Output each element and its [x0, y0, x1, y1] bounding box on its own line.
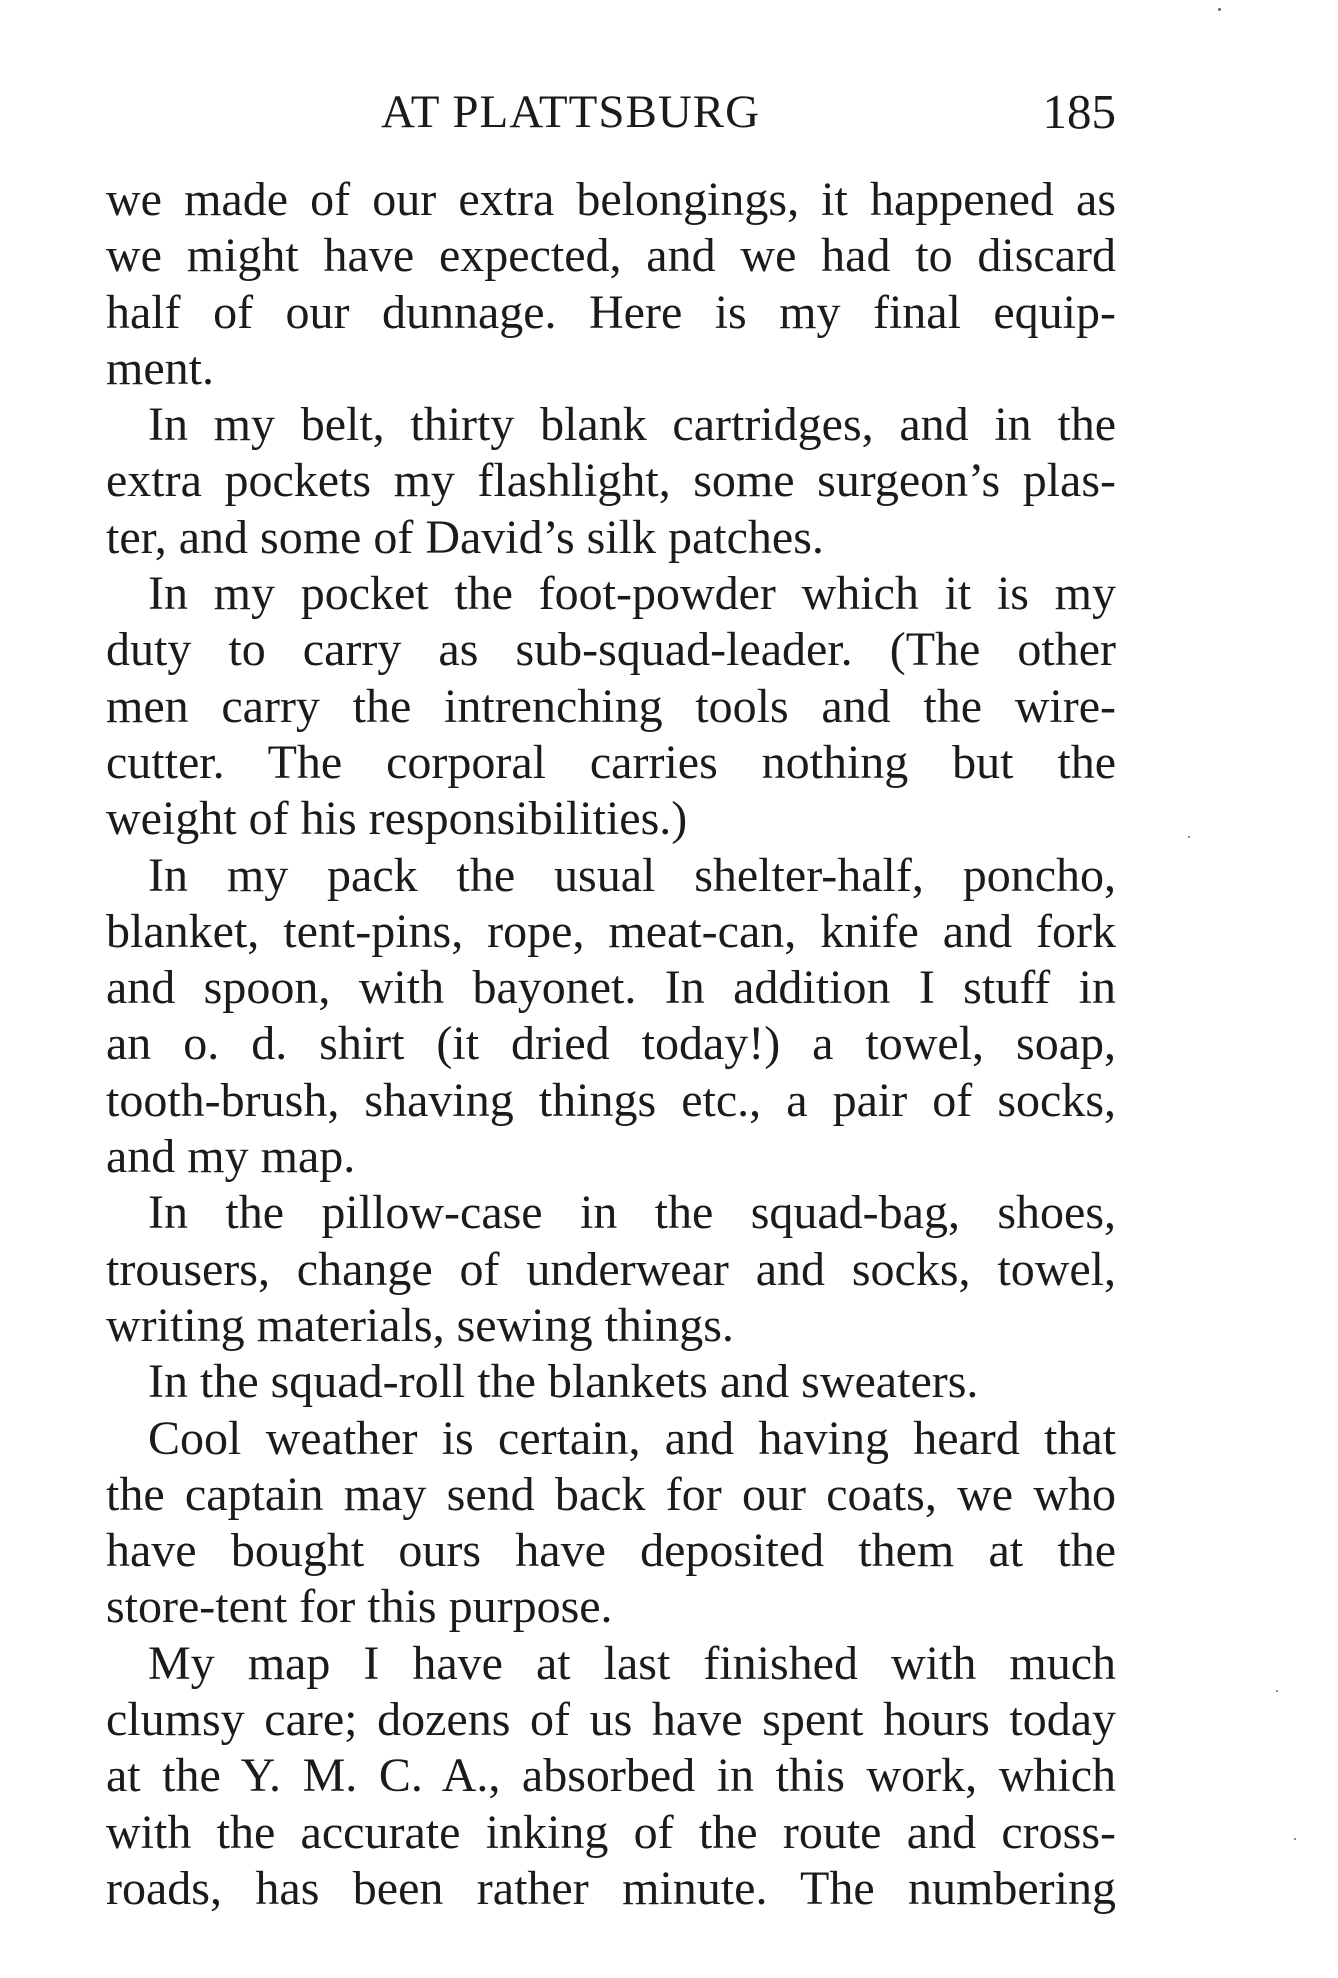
text-line: we made of our extra belongings, it happened as — [106, 173, 1116, 226]
text-line: My map I have at last finished with much — [148, 1636, 1116, 1690]
paragraph-pack — [106, 848, 1116, 1186]
text-line: Cool weather is certain, and having heard that — [148, 1411, 1116, 1465]
text-line: roads, has been rather minute. The numbering — [106, 1861, 1116, 1915]
text-line: store-tent for this purpose. — [106, 1580, 613, 1634]
text-line: In my belt, thirty blank cartridges, and in the — [148, 398, 1116, 452]
text-line: duty to carry as sub-squad-leader. (The other — [106, 623, 1116, 677]
scan-speck — [1188, 836, 1190, 838]
text-line: In the squad-roll the blankets and sweaters. — [148, 1355, 979, 1409]
text-line: cutter. The corporal carries nothing but the — [106, 735, 1116, 789]
paragraph-map — [106, 1636, 1116, 1917]
text-line: trousers, change of underwear and socks, towel, — [106, 1242, 1116, 1296]
text-line: an o. d. shirt (it dried today!) a towel, soap, — [106, 1017, 1116, 1071]
text-line: In my pack the usual shelter-half, poncho, — [148, 848, 1116, 902]
scan-speck — [1218, 8, 1221, 11]
paragraph-cool-weather — [106, 1411, 1116, 1636]
paragraph-dunnage — [106, 172, 1116, 397]
text-line: with the accurate inking of the route and cross- — [106, 1805, 1116, 1859]
page-number: 185 — [1042, 84, 1116, 139]
text-line: and spoon, with bayonet. In addition I stuff in — [106, 961, 1116, 1015]
text-line: half of our dunnage. Here is my final equip- — [106, 285, 1116, 339]
text-line: In my pocket the foot-powder which it is my — [148, 567, 1116, 621]
text-line: at the Y. M. C. A., absorbed in this work, which — [106, 1749, 1116, 1803]
paragraph-squad-roll — [106, 1354, 1116, 1410]
running-head: AT PLATTSBURG — [381, 86, 761, 138]
text-line: the captain may send back for our coats, we who — [106, 1467, 1116, 1521]
text-line: have bought ours have deposited them at the — [106, 1524, 1116, 1578]
scan-speck — [1276, 1690, 1278, 1692]
text-line: weight of his responsibilities.) — [106, 792, 688, 846]
text-line: blanket, tent-pins, rope, meat-can, knife and fork — [106, 904, 1116, 958]
page-header — [106, 82, 1116, 142]
text-line: In the pillow-case in the squad-bag, shoes, — [148, 1186, 1116, 1240]
body-text — [106, 172, 1116, 1917]
text-line: ter, and some of David’s silk patches. — [106, 510, 824, 564]
paragraph-pillow-case — [106, 1185, 1116, 1354]
text-line: men carry the intrenching tools and the wire- — [106, 679, 1116, 733]
text-line: writing materials, sewing things. — [106, 1298, 734, 1352]
text-line: extra pockets my flashlight, some surgeon’s plas- — [106, 454, 1116, 508]
paragraph-pocket — [106, 566, 1116, 847]
text-line: tooth-brush, shaving things etc., a pair of socks, — [106, 1073, 1116, 1127]
scan-speck — [1294, 1838, 1296, 1840]
text-line: clumsy care; dozens of us have spent hours today — [106, 1693, 1116, 1747]
text-line: we might have expected, and we had to discard — [106, 229, 1116, 283]
text-line: ment. — [106, 341, 214, 395]
text-line: and my map. — [106, 1130, 356, 1184]
paragraph-belt — [106, 397, 1116, 566]
